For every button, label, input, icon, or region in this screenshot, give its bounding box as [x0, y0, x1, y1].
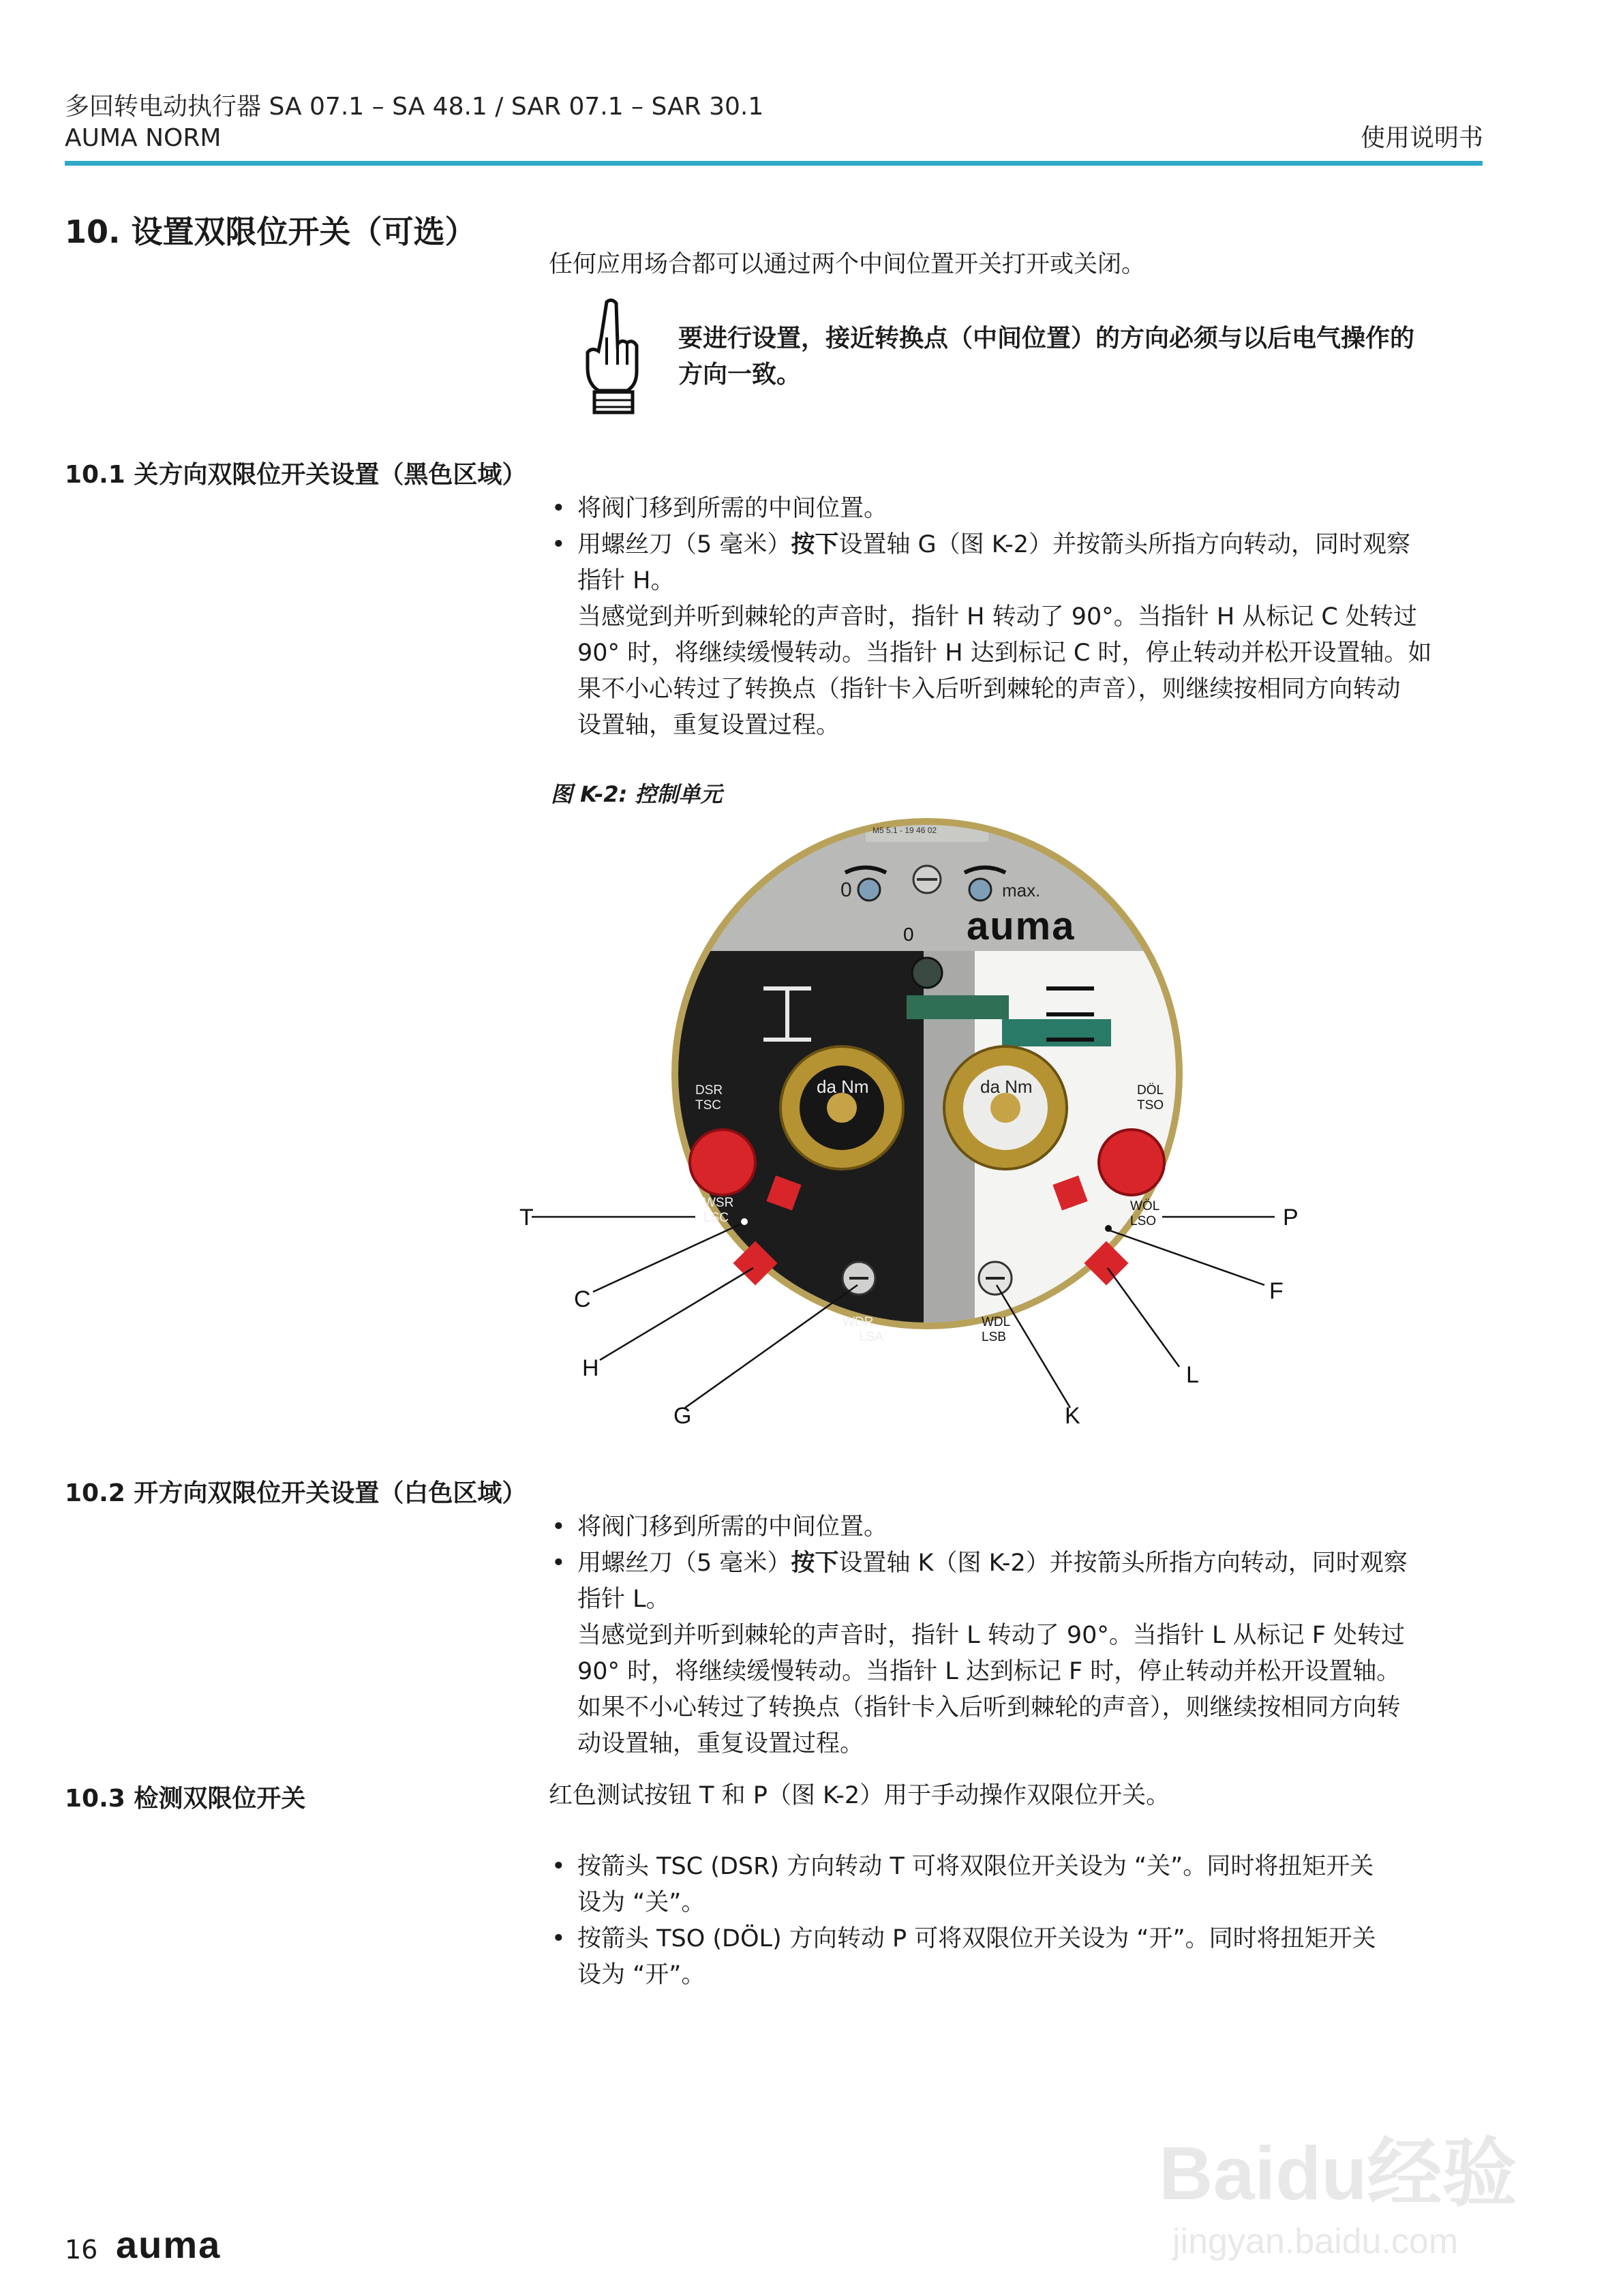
- label-dsr: DSR: [695, 1083, 723, 1098]
- header-doc-type: 使用说明书: [1360, 124, 1483, 152]
- header-rule: [65, 161, 1483, 166]
- dial-center-zero: 0: [903, 924, 914, 945]
- test-button-t: [690, 1130, 755, 1195]
- list-item: • 按箭头 TSO (DÖL) 方向转动 P 可将双限位开关设为 “开”。同时将扭矩开关: [549, 1921, 1503, 1957]
- section-10-2-list: [549, 1509, 1503, 1582]
- dial-part-no: M5 5.1 - 19 46 02: [873, 826, 937, 835]
- figure-caption: 图 K-2: 控制单元: [551, 781, 723, 807]
- section-10-1-line: 指针 H。: [577, 567, 675, 594]
- section-10-1-para-3: 果不小心转过了转换点（指针卡入后听到棘轮的声音），则继续按相同方向转动: [577, 676, 1401, 703]
- section-10-2-line: 指针 L。: [577, 1586, 670, 1613]
- section-10-2-para-3: 如果不小心转过了转换点（指针卡入后听到棘轮的声音），则继续按相同方向转: [577, 1694, 1401, 1721]
- header-product-line: 多回转电动执行器 SA 07.1 – SA 48.1 / SAR 07.1 – SAR 30.1: [65, 93, 764, 121]
- section-10-2-para-1: 当感觉到并听到棘轮的声音时，指针 L 转动了 90°。当指针 L 从标记 F 处转过: [577, 1622, 1406, 1649]
- pointing-hand-icon: [579, 297, 642, 416]
- note-line-2: 方向一致。: [678, 361, 802, 389]
- callout-c: C: [574, 1286, 591, 1312]
- dial-brand-logo: auma: [967, 904, 1076, 948]
- page-number: 16: [65, 2235, 98, 2265]
- test-button-p: [1099, 1130, 1164, 1195]
- section-10-title: 10. 设置双限位开关（可选）: [65, 213, 476, 250]
- section-10-3-line: 设为 “关”。: [577, 1889, 706, 1916]
- watermark-url: jingyan.baidu.com: [1172, 2222, 1459, 2261]
- callout-g: G: [673, 1403, 692, 1429]
- section-10-1-title: 10.1 关方向双限位开关设置（黑色区域）: [65, 461, 527, 489]
- header-product-name: AUMA NORM: [65, 124, 222, 152]
- callout-l: L: [1186, 1362, 1199, 1388]
- list-item: • 将阀门移到所需的中间位置。: [549, 1509, 1503, 1545]
- label-wol: WÖL: [1130, 1199, 1160, 1213]
- section-10-1-para-1: 当感觉到并听到棘轮的声音时，指针 H 转动了 90°。当指针 H 从标记 C 处转过: [577, 603, 1417, 631]
- label-wdr: WDR: [843, 1315, 874, 1329]
- callout-k: K: [1065, 1403, 1080, 1429]
- watermark: [1159, 2113, 1568, 2261]
- section-10-2-title: 10.2 开方向双限位开关设置（白色区域）: [65, 1479, 527, 1507]
- callout-p: P: [1283, 1205, 1299, 1230]
- list-item: • 按箭头 TSC (DSR) 方向转动 T 可将双限位开关设为 “关”。同时将扭矩开关: [549, 1849, 1503, 1885]
- callout-h: H: [582, 1355, 599, 1381]
- label-lsa: LSA: [859, 1330, 883, 1344]
- label-dol: DÖL: [1137, 1083, 1164, 1098]
- label-tso: TSO: [1137, 1098, 1164, 1113]
- section-10-3-list-2: [549, 1921, 1503, 1957]
- section-10-3-title: 10.3 检测双限位开关: [65, 1785, 306, 1813]
- label-wsr: WSR: [703, 1196, 734, 1210]
- section-10-intro: 任何应用场合都可以通过两个中间位置开关打开或关闭。: [549, 251, 1146, 278]
- section-10-2-para-2: 90° 时，将继续缓慢转动。当指针 L 达到标记 F 时，停止转动并松开设置轴。: [577, 1658, 1401, 1685]
- note-line-1: 要进行设置，接近转换点（中间位置）的方向必须与以后电气操作的: [678, 324, 1415, 352]
- list-item: • 将阀门移到所需的中间位置。: [549, 491, 1503, 527]
- control-unit-figure: [519, 815, 1329, 1449]
- list-item: • 用螺丝刀（5 毫米）按下设置轴 G（图 K-2）并按箭头所指方向转动，同时观察: [549, 527, 1503, 563]
- dial-zero: 0: [840, 879, 852, 901]
- danm-right: da Nm: [980, 1076, 1033, 1097]
- label-lso: LSO: [1130, 1214, 1157, 1228]
- label-tsc: TSC: [695, 1098, 721, 1113]
- section-10-1-para-4: 设置轴，重复设置过程。: [577, 712, 840, 739]
- list-item: • 用螺丝刀（5 毫米）按下设置轴 K（图 K-2）并按箭头所指方向转动，同时观察: [549, 1545, 1503, 1582]
- label-lsb: LSB: [982, 1330, 1006, 1344]
- callout-t: T: [519, 1205, 534, 1230]
- dial-max: max.: [1002, 880, 1041, 901]
- section-10-1-list: [549, 491, 1503, 563]
- section-10-2-para-4: 动设置轴，重复设置过程。: [577, 1730, 864, 1757]
- section-10-3-list: [549, 1849, 1503, 1885]
- label-lsc: LSC: [703, 1211, 729, 1225]
- section-10-3-line-2: 设为 “开”。: [577, 1961, 706, 1989]
- footer-brand-logo: auma: [116, 2223, 222, 2266]
- label-wdl: WDL: [982, 1315, 1011, 1329]
- section-10-3-intro: 红色测试按钮 T 和 P（图 K-2）用于手动操作双限位开关。: [549, 1782, 1170, 1809]
- danm-left: da Nm: [817, 1076, 869, 1097]
- section-10-1-para-2: 90° 时，将继续缓慢转动。当指针 H 达到标记 C 时，停止转动并松开设置轴。如: [577, 639, 1432, 667]
- watermark-brand: Baidu经验: [1159, 2132, 1517, 2216]
- callout-f: F: [1269, 1278, 1284, 1304]
